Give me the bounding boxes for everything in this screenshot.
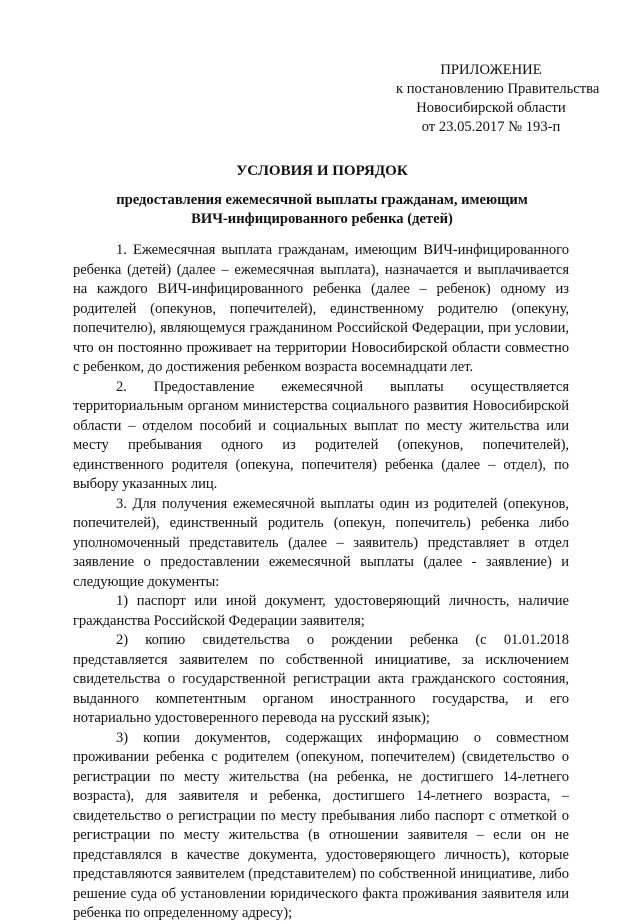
appendix-region: Новосибирской области xyxy=(416,100,566,116)
appendix-label: ПРИЛОЖЕНИЕ xyxy=(440,62,542,78)
document-heading xyxy=(80,162,564,229)
appendix-block xyxy=(396,61,600,137)
paragraph-1: 1. Ежемесячная выплата гражданам, имеющим ВИЧ-инфицированного ребенка (детей) (далее – ежемесячная выплата), назначается и выплачивается на каждого ВИЧ-инфицированного ребенка (далее – ребенок) одному из родителей (опекунов, попечителей), единственному родителю (опекуну, попечителю), являющемуся гражданином Российской Федерации, при условии, что он постоянно проживает на территории Новосибирской области совместно с ребенком, до достижения ребенком возраста восемнадцати лет. xyxy=(73,242,569,375)
appendix-decree-ref: к постановлению Правительства xyxy=(396,81,600,97)
document-body xyxy=(73,241,569,924)
appendix-date-number: от 23.05.2017 № 193-п xyxy=(421,119,561,135)
paragraph-2: 2. Предоставление ежемесячной выплаты осуществляется территориальным органом министерства социального развития Новосибирской области – отделом пособий и социальных выплат по месту жительства или месту пребывания одного из родителей (опекунов, попечителей), единственного родителя (опекуна, попечителя) ребенка (далее – отдел), по выбору указанных лиц. xyxy=(73,378,569,492)
document-subtitle-line-2: ВИЧ-инфицированного ребенка (детей) xyxy=(191,211,453,227)
list-item-2: 2) копию свидетельства о рождении ребенка (с 01.01.2018 представляется заявителем по собственной инициативе, за исключением свидетельства о государственной регистрации акта гражданского состояния, выданного компетентным органом иностранного государства, и его нотариально удостоверенного перевода на русский язык); xyxy=(73,632,569,726)
document-subtitle-line-1: предоставления ежемесячной выплаты гражданам, имеющим xyxy=(116,192,528,208)
list-item-1: 1) паспорт или иной документ, удостоверяющий личность, наличие гражданства Российской Федерации заявителя; xyxy=(73,593,569,629)
paragraph-3: 3. Для получения ежемесячной выплаты один из родителей (опекунов, попечителей), единственный родитель (опекун, попечитель) ребенка либо уполномоченный представитель (далее – заявитель) представляет в отдел заявление о предоставлении ежемесячной выплаты (далее - заявление) и следующие документы: xyxy=(73,495,569,590)
list-item-3: 3) копии документов, содержащих информацию о совместном проживании ребенка с родителем (опекуном, попечителем) (свидетельство о регистрации по месту жительства (на ребенка, не достигшего 14-летнего возраста), для заявителя и ребенка, достигшего 14-летнего возраста, – свидетельство о регистрации по месту пребывания либо паспорт с отметкой о регистрации по месту жительства (в отношении заявителя – если он не представлялся в качестве документа, удостоверяющего личность), которые представляются заявителем (представителем) по собственной инициативе, либо решение суда об установлении юридического факта проживания заявителя или ребенка по определенному адресу); xyxy=(73,729,569,921)
document-title: УСЛОВИЯ И ПОРЯДОК xyxy=(236,163,408,179)
